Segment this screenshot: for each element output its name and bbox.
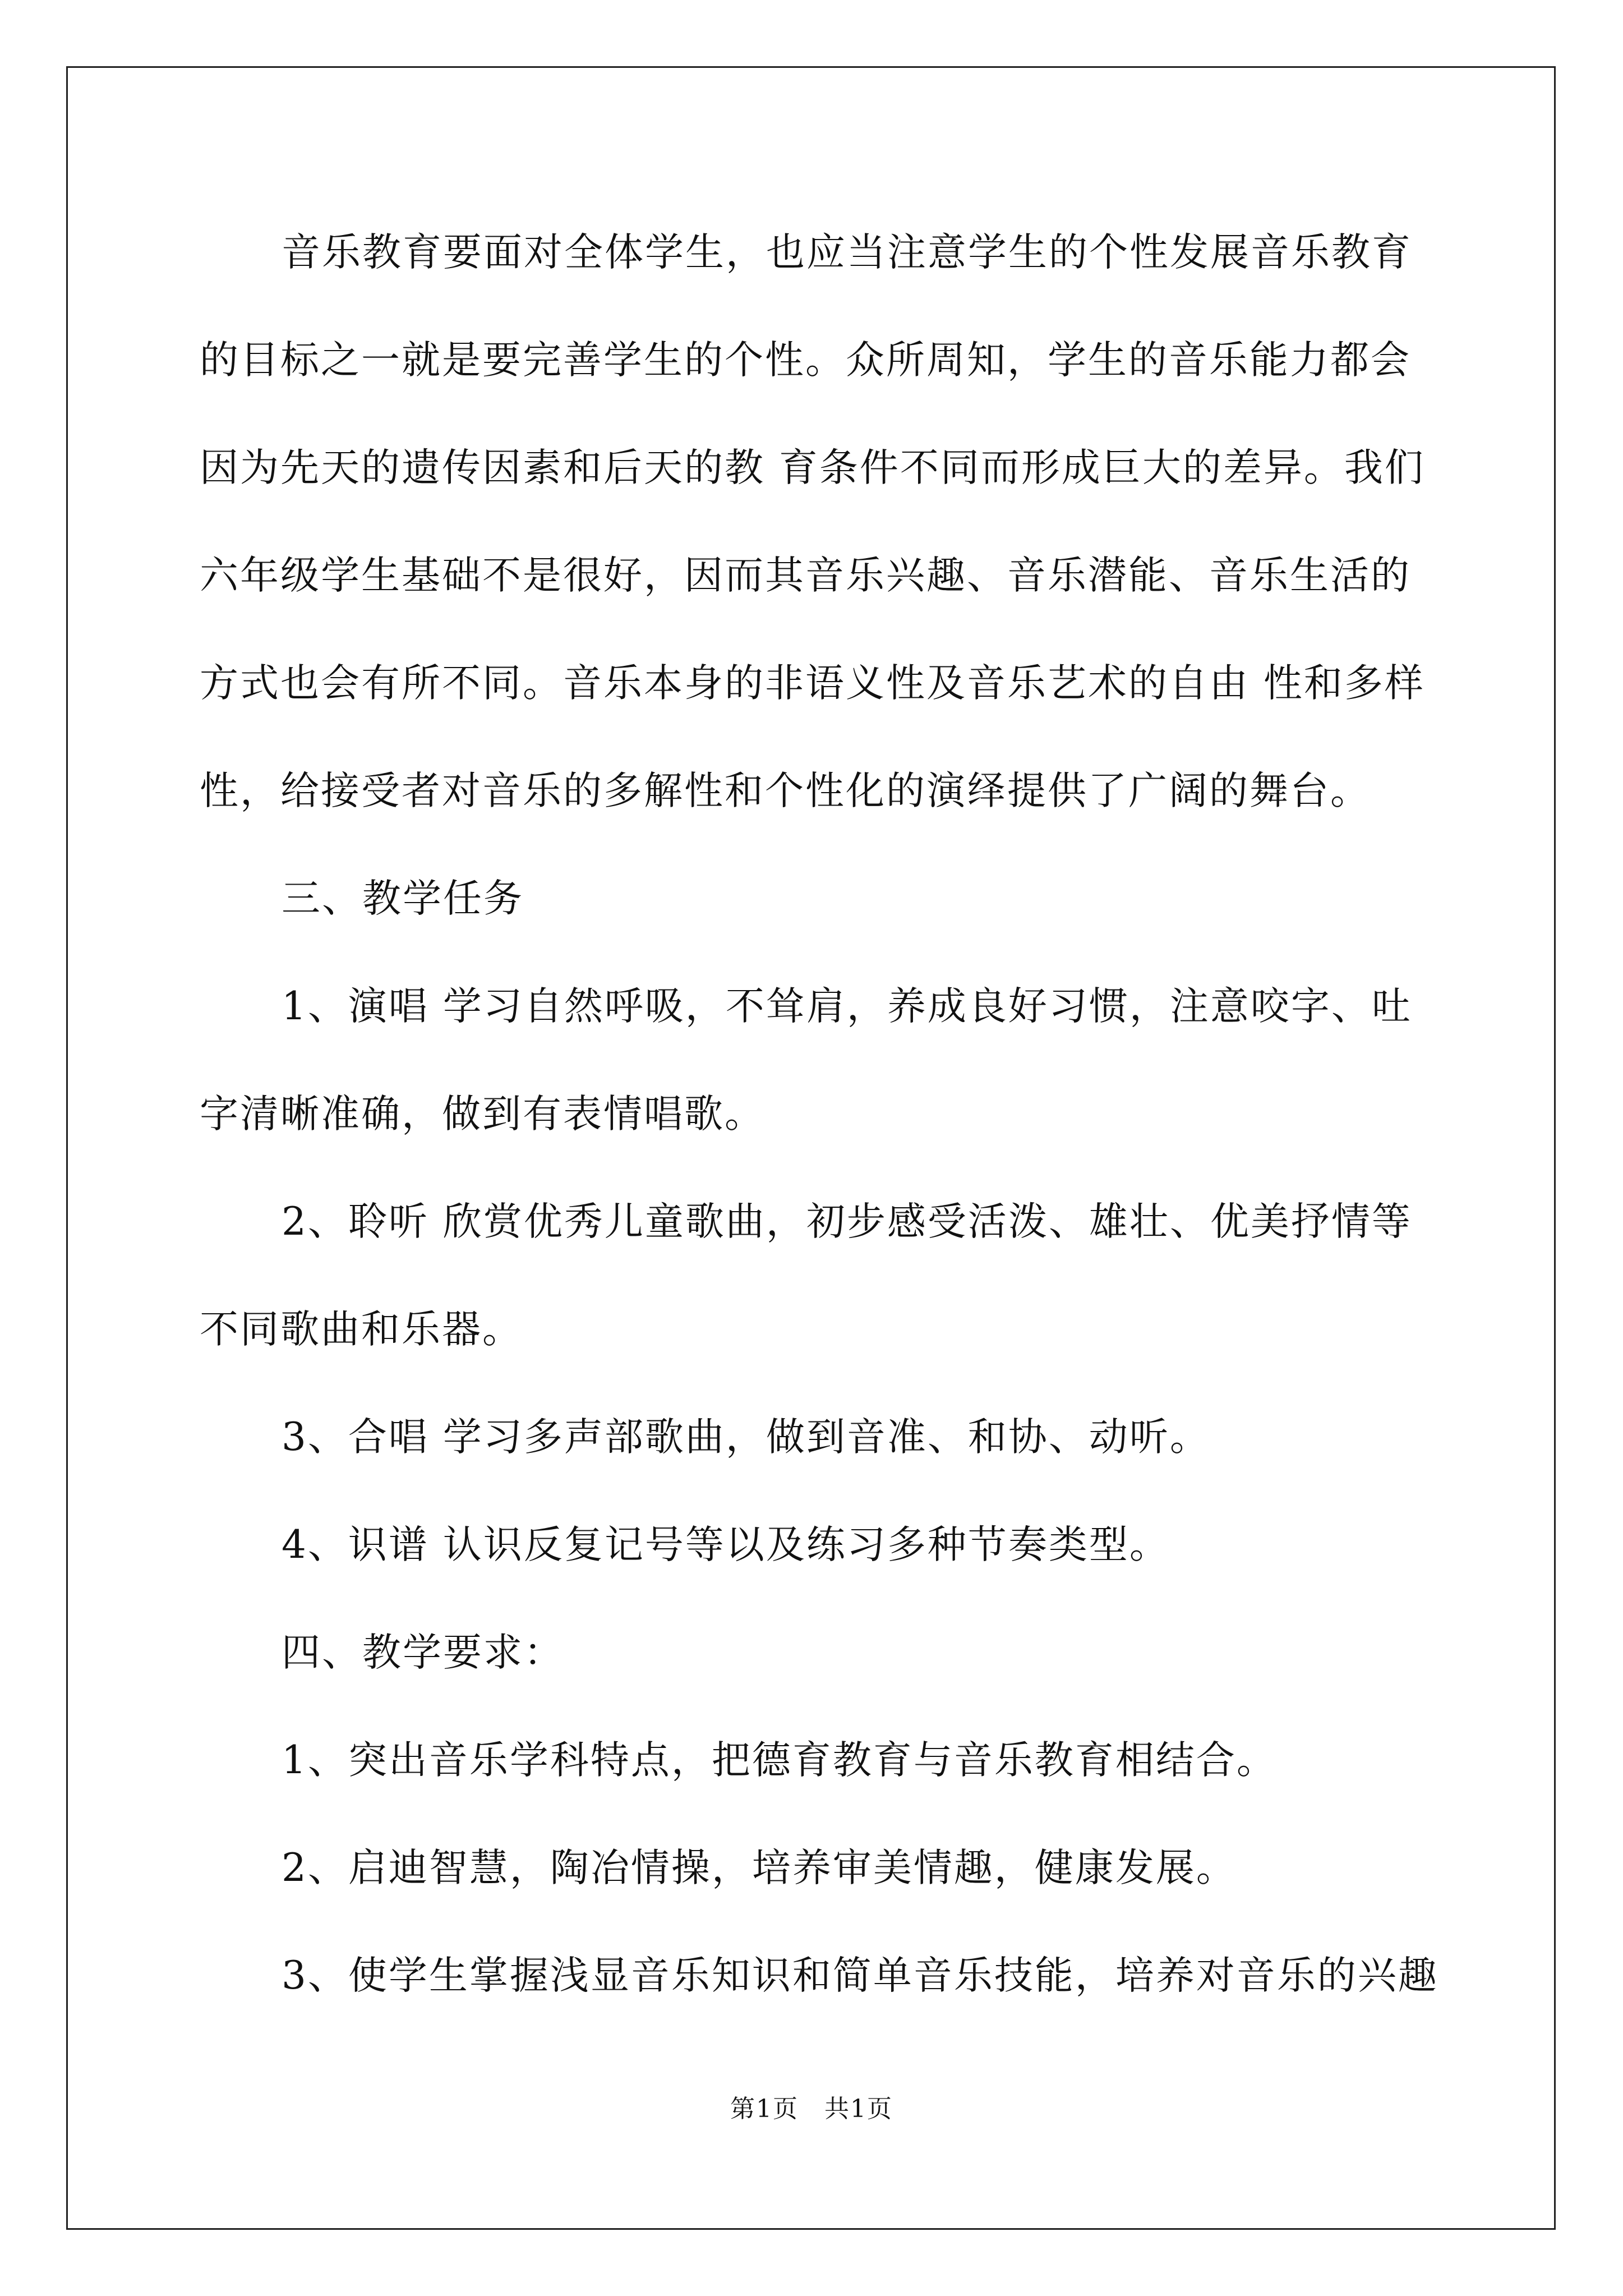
text-line: 4、识谱 认识反复记号等以及练习多种节奏类型。 [282, 1522, 1170, 1567]
text-line: 六年级学生基础不是很好，因而其音乐兴趣、音乐潜能、音乐生活的 [200, 553, 1411, 598]
text-line: 方式也会有所不同。音乐本身的非语义性及音乐艺术的自由 性和多样 [200, 661, 1425, 706]
text-line: 2、启迪智慧，陶冶情操，培养审美情趣，健康发展。 [282, 1846, 1237, 1890]
text-line: 的目标之一就是要完善学生的个性。众所周知，学生的音乐能力都会 [200, 338, 1411, 383]
page-footer: 第1页 共1页 [730, 2095, 893, 2123]
text-line: 因为先天的遗传因素和后天的教 育条件不同而形成巨大的差异。我们 [200, 445, 1425, 490]
text-line: 音乐教育要面对全体学生，也应当注意学生的个性发展音乐教育 [282, 230, 1412, 275]
text-line: 1、演唱 学习自然呼吸，不耸肩，养成良好习惯，注意咬字、吐 [282, 984, 1412, 1029]
text-line: 性，给接受者对音乐的多解性和个性化的演绎提供了广阔的舞台。 [200, 769, 1371, 813]
text-line: 不同歌曲和乐器。 [200, 1307, 523, 1352]
text-line: 3、使学生掌握浅显音乐知识和简单音乐技能，培养对音乐的兴趣 [282, 1953, 1438, 1998]
text-line: 2、聆听 欣赏优秀儿童歌曲，初步感受活泼、雄壮、优美抒情等 [282, 1199, 1412, 1244]
text-line: 1、突出音乐学科特点，把德育教育与音乐教育相结合。 [282, 1738, 1277, 1783]
page-border [66, 66, 1556, 2230]
text-line: 3、合唱 学习多声部歌曲，做到音准、和协、动听。 [282, 1415, 1210, 1460]
section-heading: 三、教学任务 [282, 876, 524, 921]
text-line: 字清晰准确，做到有表情唱歌。 [200, 1092, 765, 1137]
section-heading: 四、教学要求： [282, 1630, 564, 1675]
